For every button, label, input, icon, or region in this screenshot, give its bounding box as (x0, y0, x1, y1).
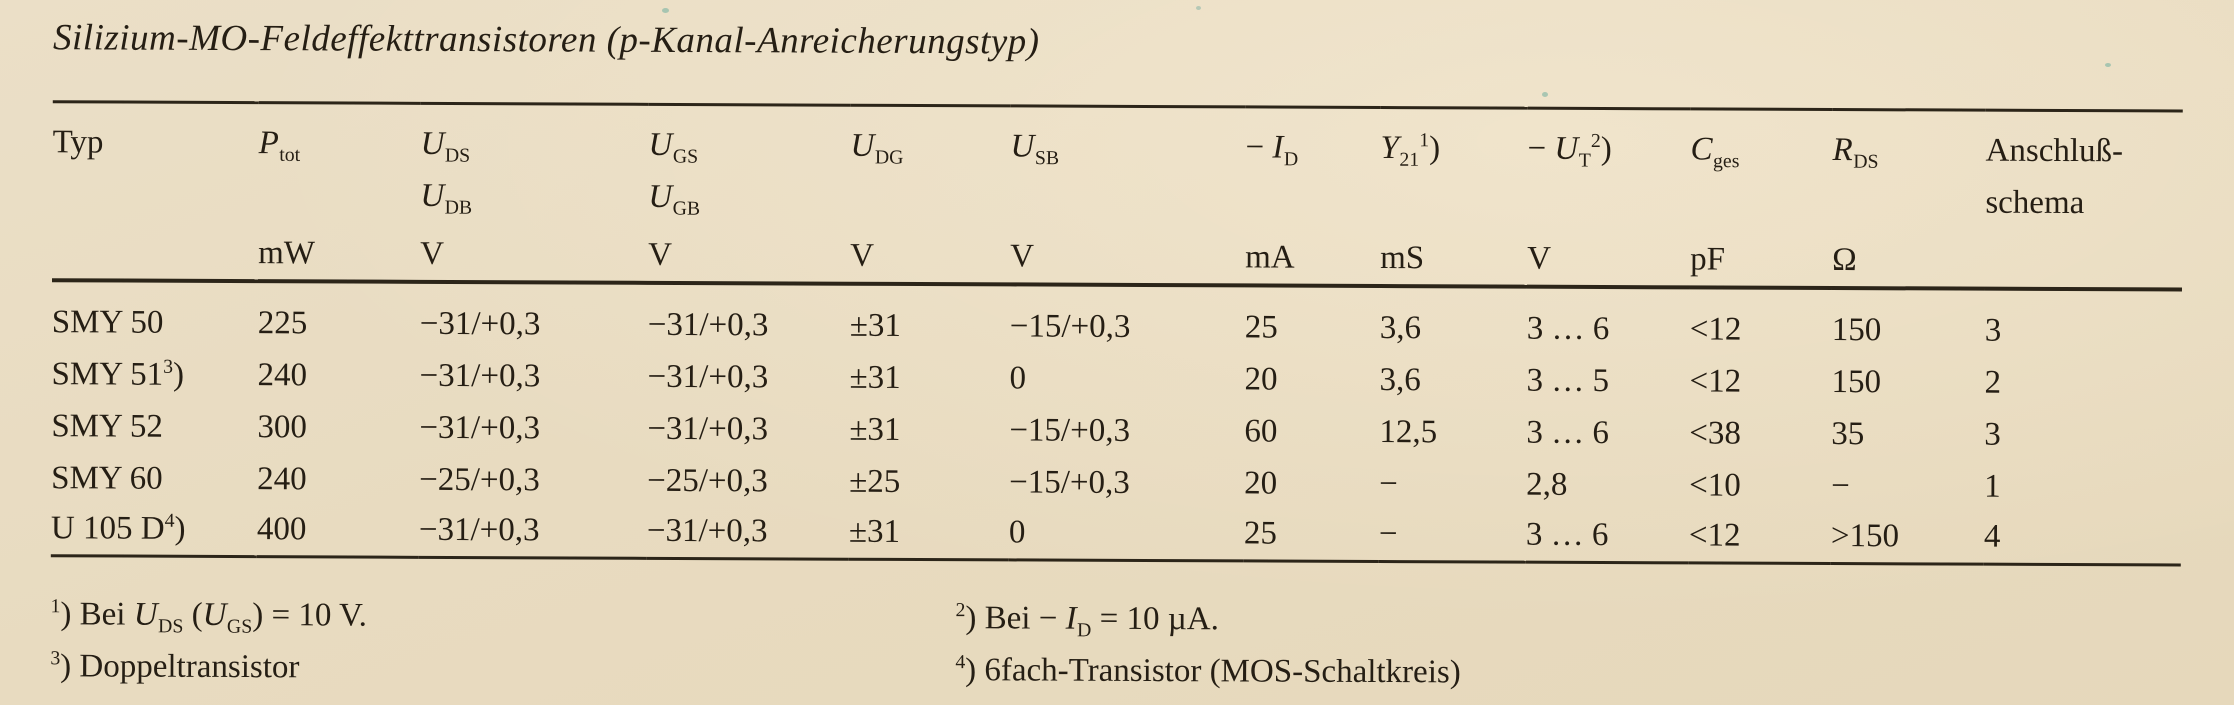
unit-cell: V (648, 236, 673, 273)
table-cell: −31/+0,3 (419, 409, 541, 446)
table-cell: ±25 (849, 463, 901, 500)
table-cell: 20 (1244, 464, 1278, 502)
table-cell: 300 (257, 408, 307, 445)
table-cell: −15/+0,3 (1009, 411, 1131, 449)
unit-cell: Ω (1832, 241, 1857, 278)
column-header (850, 171, 1010, 224)
table-cell: ±31 (849, 359, 901, 396)
column-header: $C_{ges}$ (1690, 130, 1740, 172)
column-header: schema (1985, 184, 2085, 221)
table-cell: 240 (257, 460, 307, 497)
table-cell: <12 (1689, 362, 1742, 400)
table-cell: 0 (1009, 359, 1027, 396)
table-row (52, 280, 2182, 357)
table-cell: −15/+0,3 (1009, 307, 1131, 345)
column-header: $U_{DS}$ (420, 125, 471, 167)
table-cell: −31/+0,3 (419, 357, 541, 394)
table-cell: <12 (1689, 310, 1742, 348)
table-cell: 3,6 (1379, 309, 1422, 346)
table-cell: 60 (1244, 412, 1278, 450)
table-body (51, 280, 2182, 565)
table-cell: −25/+0,3 (419, 461, 540, 498)
unit-cell: V (420, 235, 445, 272)
table-cell: 3 (1984, 312, 2002, 349)
footnote: $^3$) Doppeltransistor (50, 647, 300, 686)
column-header: $U_{DB}$ (420, 177, 473, 219)
table-cell: −25/+0,3 (647, 462, 768, 499)
table-cell: 12,5 (1379, 413, 1438, 450)
table-cell: ±31 (848, 513, 901, 550)
table-cell: >150 (1830, 517, 1900, 555)
column-header: $U_{SB}$ (1010, 127, 1060, 169)
table-cell: <10 (1689, 466, 1741, 504)
table-row (51, 348, 2181, 409)
table-cell: SMY 50 (51, 303, 164, 341)
table-cell: ±31 (849, 307, 902, 344)
column-header: $P_{tot}$ (258, 124, 301, 166)
column-header (1010, 172, 1245, 225)
column-header: $U_{DG}$ (850, 127, 904, 169)
column-header (1690, 175, 1832, 228)
table-cell: 25 (1244, 308, 1278, 346)
column-header: $U_{GB}$ (648, 178, 701, 220)
table-cell: −31/+0,3 (647, 306, 769, 343)
header-units-row (52, 220, 2182, 289)
table-cell: 0 (1008, 514, 1026, 551)
table-row (51, 452, 2181, 513)
unit-cell (1985, 228, 2182, 289)
table-cell: −31/+0,3 (418, 511, 540, 549)
header-secondary-row (52, 168, 2182, 229)
table-cell: 150 (1831, 311, 1882, 348)
unit-cell: V (850, 237, 875, 274)
table-cell: 25 (1243, 515, 1277, 552)
table-cell: <12 (1688, 517, 1741, 554)
table-cell: 20 (1244, 360, 1278, 398)
table-cell: 4 (1983, 518, 2001, 555)
table-cell: SMY 52 (51, 407, 164, 445)
footnote: $^1$) Bei $U_{DS}$ $(U_{GS}) = 10$ V. (50, 595, 367, 638)
table-cell: −15/+0,3 (1009, 463, 1130, 501)
table-cell: <38 (1689, 414, 1742, 452)
table-header (52, 102, 2183, 289)
table-cell: U 105 $D^4$) (50, 509, 186, 547)
table-cell: 3 … 6 (1525, 516, 1609, 554)
table-cell: −31/+0,3 (647, 358, 769, 395)
header-symbols-row (52, 102, 2182, 177)
table-cell: −31/+0,3 (646, 512, 768, 550)
table-cell: ±31 (849, 411, 901, 448)
unit-cell: V (1527, 240, 1552, 277)
unit-cell (52, 220, 258, 281)
table-cell: 3,6 (1379, 361, 1421, 398)
column-header: − $U_T^2$) (1527, 129, 1612, 172)
table-cell: SMY 60 (51, 459, 163, 497)
footnote: $^4$) 6fach-Transistor (MOS-Schaltkreis) (955, 651, 1461, 691)
table-cell: 400 (256, 511, 307, 548)
column-header: Typ (52, 123, 104, 160)
table-cell: 2,8 (1526, 466, 1568, 503)
table-row (51, 400, 2181, 461)
footnotes (50, 572, 2180, 695)
unit-cell: mW (258, 234, 316, 271)
column-header (258, 169, 420, 222)
table-cell: − (1831, 467, 1850, 504)
table-cell: 3 … 5 (1526, 362, 1610, 399)
column-header: $Y_{21}^1$) (1380, 128, 1441, 171)
column-header: $R_{DS}$ (1832, 131, 1879, 173)
column-header: Anschluß- (1985, 132, 2124, 169)
transistor-table (51, 100, 2183, 566)
table-cell: 3 (1984, 416, 2001, 453)
table-cell: SMY $51^3$) (51, 355, 185, 393)
table-cell: 3 … 6 (1526, 310, 1610, 347)
table-cell: 1 (1984, 468, 2001, 505)
table-cell: − (1378, 516, 1398, 553)
page-title: Silizium-MO-Feldeffekttransistoren (p-Kanal-Anreicherungstyp) (52, 17, 1040, 63)
column-header (52, 168, 258, 221)
unit-cell: V (1010, 237, 1035, 275)
unit-cell: mS (1380, 239, 1425, 276)
table-cell: −31/+0,3 (647, 410, 769, 447)
column-header (1380, 174, 1527, 227)
table-cell: 35 (1831, 415, 1865, 452)
unit-cell: mA (1245, 238, 1295, 276)
table-row (51, 504, 2181, 565)
column-header (1527, 174, 1690, 227)
table-cell: − (1379, 465, 1398, 502)
column-header (1245, 173, 1380, 226)
table-cell: 150 (1831, 363, 1882, 400)
unit-cell: pF (1690, 240, 1726, 278)
column-header: $U_{GS}$ (648, 126, 699, 168)
table-cell: −31/+0,3 (419, 305, 541, 342)
table-cell: 225 (257, 304, 308, 341)
table-cell: 3 … 6 (1526, 414, 1609, 451)
footnote: $^2$) Bei − $I_D = 10$ µA. (955, 599, 1219, 642)
table-cell: 240 (257, 356, 308, 393)
table-cell: 2 (1984, 364, 2002, 401)
column-header (1832, 175, 1985, 228)
column-header: − $I_D$ (1245, 128, 1299, 170)
